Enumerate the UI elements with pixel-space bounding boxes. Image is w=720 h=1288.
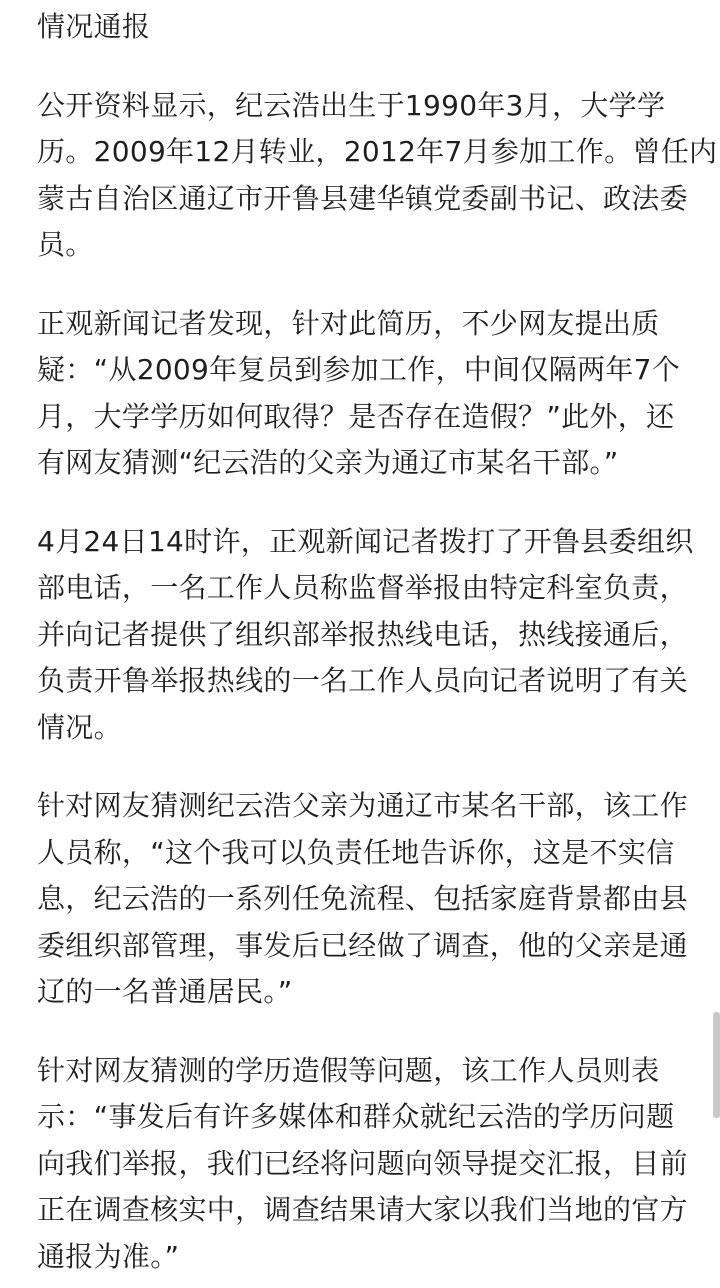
paragraph-line: 公开资料显示，纪云浩出生于1990年3月，大学学	[37, 88, 666, 122]
paragraph-line: 情况。	[37, 710, 122, 744]
paragraph-line: 针对网友猜测的学历造假等问题，该工作人员则表	[37, 1053, 660, 1087]
paragraph-line: 示：“事发后有许多媒体和群众就纪云浩的学历问题	[37, 1100, 675, 1133]
paragraph-line: 历。2009年12月转业，2012年7月参加工作。曾任内	[37, 135, 718, 168]
paragraph-line: 疑：“从2009年复员到参加工作，中间仅隔两年7个	[37, 353, 681, 386]
paragraph-line: 有网友猜测“纪云浩的父亲为通辽市某名干部。”	[37, 446, 619, 479]
paragraph-line: 蒙古自治区通辽市开鲁县建华镇党委副书记、政法委	[37, 181, 688, 215]
article-title: 情况通报	[37, 10, 151, 43]
paragraph-line: 正观新闻记者发现，针对此简历，不少网友提出质	[37, 306, 660, 340]
paragraph-line: 针对网友猜测纪云浩父亲为通辽市某名干部，该工作	[37, 789, 688, 822]
paragraph-line: 息，纪云浩的一系列任免流程、包括家庭背景都由县	[37, 882, 688, 915]
paragraph-5	[37, 1048, 687, 1281]
article-body	[37, 0, 718, 1280]
paragraph-4	[37, 783, 687, 1016]
paragraph-line: 人员称，“这个我可以负责任地告诉你，这是不实信	[37, 835, 675, 869]
paragraph-line: 向我们举报，我们已经将问题向领导提交汇报，目前	[37, 1146, 688, 1180]
paragraph-line: 部电话，一名工作人员称监督举报由特定科室负责，	[37, 571, 688, 604]
paragraph-line: 负责开鲁举报热线的一名工作人员向记者说明了有关	[37, 664, 688, 697]
paragraph-line: 通报为准。”	[37, 1239, 180, 1273]
paragraph-line: 4月24日14时许，正观新闻记者拨打了开鲁县委组织	[37, 524, 694, 558]
scrollbar-thumb[interactable]	[713, 1012, 720, 1118]
paragraph-2	[37, 301, 687, 487]
paragraph-line: 员。	[37, 228, 94, 261]
paragraph-line: 并向记者提供了组织部举报热线电话，热线接通后，	[37, 617, 688, 651]
paragraph-line: 委组织部管理，事发后已经做了调查，他的父亲是通	[37, 928, 688, 962]
paragraph-1	[37, 83, 718, 269]
paragraph-line: 月，大学学历如何取得？是否存在造假？”此外，还	[37, 399, 675, 433]
paragraph-line: 辽的一名普通居民。”	[37, 975, 293, 1008]
paragraph-3	[37, 519, 694, 752]
paragraph-line: 正在调查核实中，调查结果请大家以我们当地的官方	[37, 1193, 688, 1226]
